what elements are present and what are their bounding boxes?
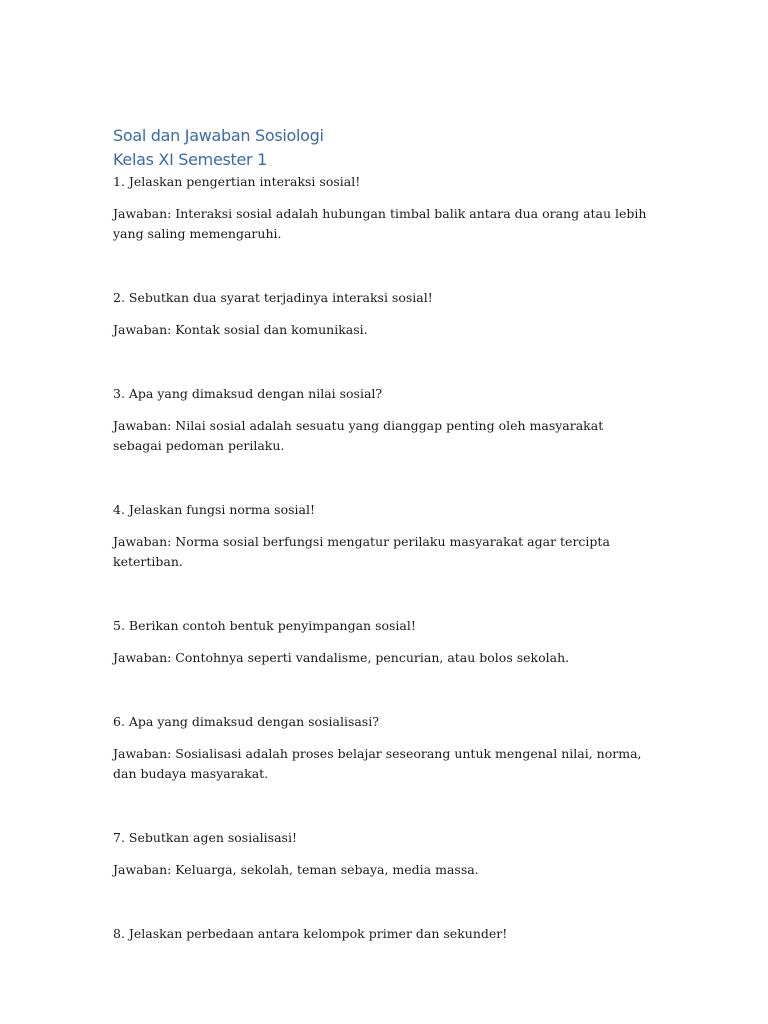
document-body bbox=[113, 124, 653, 944]
answer-text: Jawaban: Sosialisasi adalah proses belajar seseorang untuk mengenal nilai, norma, dan budaya masyarakat. bbox=[113, 746, 642, 781]
question-text: 2. Sebutkan dua syarat terjadinya interaksi sosial! bbox=[113, 290, 433, 305]
question-text: 7. Sebutkan agen sosialisasi! bbox=[113, 830, 297, 845]
qa-item-6 bbox=[113, 712, 653, 784]
qa-item-1 bbox=[113, 172, 653, 244]
question-text: 5. Berikan contoh bentuk penyimpangan sosial! bbox=[113, 618, 416, 633]
answer-text: Jawaban: Kontak sosial dan komunikasi. bbox=[113, 322, 368, 337]
qa-item-3 bbox=[113, 384, 653, 456]
qa-item-5 bbox=[113, 616, 653, 668]
qa-list bbox=[113, 172, 653, 944]
question-text: 8. Jelaskan perbedaan antara kelompok primer dan sekunder! bbox=[113, 926, 508, 941]
answer-text: Jawaban: Interaksi sosial adalah hubungan timbal balik antara dua orang atau lebih yang saling memengaruhi. bbox=[113, 206, 647, 241]
question-text: 1. Jelaskan pengertian interaksi sosial! bbox=[113, 174, 361, 189]
question-text: 4. Jelaskan fungsi norma sosial! bbox=[113, 502, 315, 517]
question-text: 3. Apa yang dimaksud dengan nilai sosial? bbox=[113, 386, 383, 401]
qa-item-4 bbox=[113, 500, 653, 572]
qa-item-2 bbox=[113, 288, 653, 340]
document-title: Soal dan Jawaban Sosiologi bbox=[113, 126, 324, 145]
answer-text: Jawaban: Contohnya seperti vandalisme, pencurian, atau bolos sekolah. bbox=[113, 650, 570, 665]
qa-item-7 bbox=[113, 828, 653, 880]
answer-text: Jawaban: Nilai sosial adalah sesuatu yang dianggap penting oleh masyarakat sebagai pedoman perilaku. bbox=[113, 418, 604, 453]
answer-text: Jawaban: Keluarga, sekolah, teman sebaya, media massa. bbox=[113, 862, 479, 877]
document-subtitle: Kelas XI Semester 1 bbox=[113, 150, 268, 169]
answer-text: Jawaban: Norma sosial berfungsi mengatur perilaku masyarakat agar tercipta ketertiban. bbox=[113, 534, 610, 569]
question-text: 6. Apa yang dimaksud dengan sosialisasi? bbox=[113, 714, 379, 729]
qa-item-8 bbox=[113, 924, 653, 944]
